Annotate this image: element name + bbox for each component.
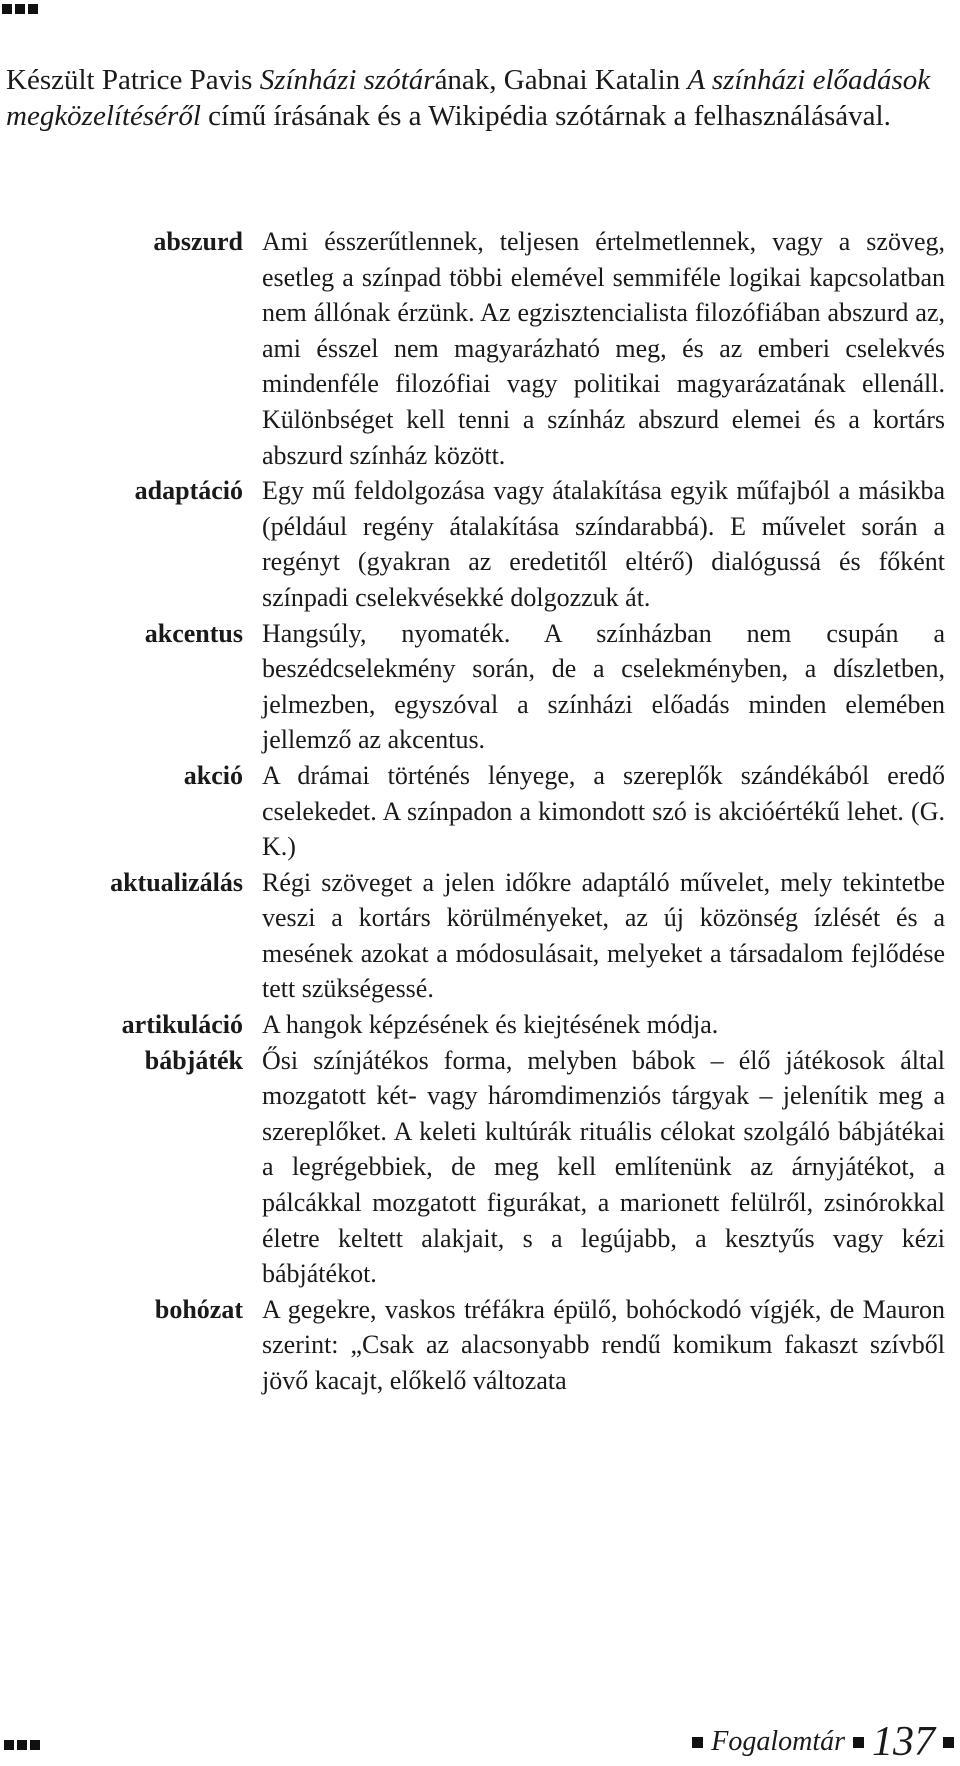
glossary-entry	[0, 473, 960, 615]
square-icon	[28, 4, 38, 14]
header-ornament	[2, 4, 38, 14]
intro-title-italic: A színházi előadások megközelítéséről	[6, 64, 931, 132]
glossary-entry	[0, 1043, 960, 1292]
running-footer	[692, 1718, 954, 1766]
intro-paragraph	[6, 62, 946, 134]
glossary-term: bohózat	[154, 1294, 243, 1324]
square-icon	[4, 1740, 14, 1750]
glossary-entry	[0, 865, 960, 1007]
glossary-term: abszurd	[153, 227, 243, 256]
square-icon	[2, 4, 12, 14]
square-icon	[17, 1740, 27, 1750]
glossary-term: adaptáció	[134, 476, 243, 506]
glossary-definition: A gegekre, vaskos tréfákra épülő, bohóckodó vígjék, de Mauron szerint: „Csak az alacsonyabb rendű komikum fakaszt szívből jövő kacajt, előkelő változata	[262, 1294, 945, 1395]
glossary-definition: Hangsúly, nyomaték. A színházban nem csupán a beszédcselekmény során, de a cselekményben, a díszletben, jelmezben, egyszóval a színházi előadás minden elemében jellemző az akcentus.	[262, 618, 945, 755]
glossary-definition: Ősi színjátékos forma, melyben bábok – élő játékosok által mozgatott két- vagy háromdimenziós tárgyak – jelenítik meg a szereplőket. A keleti kultúrák rituális célokat szolgáló bábjátékai a legrégebbiek, de meg kell említenünk az árnyjátékot, a pálcákkal mozgatott figurákat, a marionett felülről, zsinórokkal életre keltett alakjait, s a legújabb, a kesztyűs vagy kézi bábjátékot.	[262, 1045, 945, 1289]
glossary-entry	[0, 616, 960, 758]
glossary-definition: Ami ésszerűtlennek, teljesen értelmetlennek, vagy a szöveg, esetleg a színpad többi elemével semmiféle logikai kapcsolatban nem állónak érzünk. Az egzisztencialista filozófiában abszurd az, ami ésszel nem magyarázható meg, és az emberi cselekvés mindenféle filozófiai vagy politikai magyarázatának ellenáll. Különbséget kell tenni a színház abszurd elemei és a kortárs abszurd színház között.	[262, 227, 945, 470]
page-footer	[0, 1718, 960, 1765]
glossary-entry	[0, 758, 960, 865]
glossary-entry	[0, 224, 960, 473]
footer-ornament	[4, 1740, 40, 1750]
page-number: 137	[872, 1719, 935, 1765]
glossary-term: artikuláció	[121, 1010, 243, 1040]
glossary-list	[0, 224, 960, 1399]
square-icon	[30, 1740, 40, 1750]
glossary-term: akció	[183, 760, 243, 790]
glossary-term: aktualizálás	[110, 867, 243, 897]
intro-title-italic: Színházi szótár	[259, 64, 435, 96]
glossary-definition: Egy mű feldolgozása vagy átalakítása egyik műfajból a másikba (például regény átalakítása színdarabbá). E művelet során a regényt (gyakran az eredetitől eltérő) dialógussá és főként színpadi cselekvésekké dolgozzuk át.	[262, 476, 945, 612]
glossary-term: bábjáték	[144, 1045, 243, 1075]
glossary-definition: A drámai történés lényege, a szereplők szándékából eredő cselekedet. A színpadon a kimondott szó is akcióértékű lehet. (G. K.)	[262, 760, 945, 862]
square-icon	[15, 4, 25, 14]
glossary-definition: Régi szöveget a jelen időkre adaptáló művelet, mely tekintetbe veszi a kortárs körülményeket, az új közönség ízlését és a mesének azokat a módosulásait, melyeket a társadalom fejlődése tett szükségessé.	[262, 867, 945, 1004]
section-name: Fogalomtár	[711, 1726, 845, 1757]
glossary-entry	[0, 1007, 960, 1043]
square-icon	[692, 1737, 703, 1748]
intro-text: ának, Gabnai Katalin	[434, 64, 688, 96]
glossary-term: akcentus	[144, 618, 243, 648]
glossary-entry	[0, 1292, 960, 1399]
glossary-definition: A hangok képzésének és kiejtésének módja.	[262, 1010, 719, 1040]
square-icon	[853, 1737, 864, 1748]
intro-text: Készült Patrice Pavis	[6, 64, 260, 96]
intro-text: című írásának és a Wikipédia szótárnak a felhasználásával.	[200, 100, 891, 132]
square-icon	[943, 1737, 954, 1748]
